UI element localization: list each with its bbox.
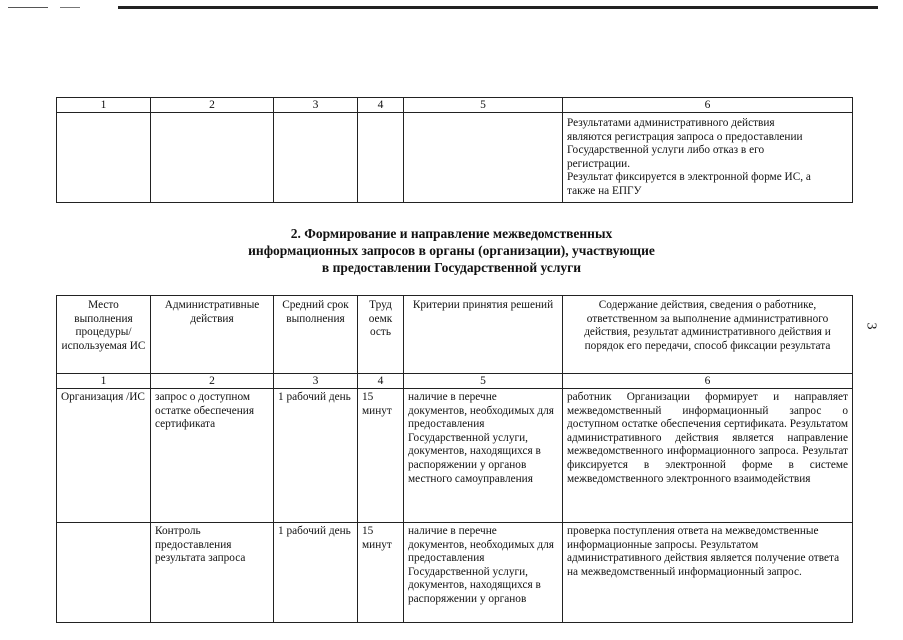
section-title-line: в предоставлении Государственной услуги <box>321 260 582 275</box>
table-row <box>57 113 853 203</box>
table-cell <box>358 113 404 203</box>
col-number: 4 <box>358 374 404 389</box>
cell-term: 1 рабочий день <box>274 389 358 523</box>
header-place: Место выполнения процедуры/ используемая ИС <box>57 296 151 374</box>
table-continued <box>56 97 853 203</box>
page-number: 3 <box>863 322 879 330</box>
col-number: 5 <box>404 374 563 389</box>
col-number: 3 <box>274 374 358 389</box>
scan-mark <box>8 7 48 8</box>
result-line: Результат фиксируется в электронной форме ИС, а <box>567 171 811 184</box>
col-number: 2 <box>151 374 274 389</box>
col-number: 1 <box>57 374 151 389</box>
header-content: Содержание действия, сведения о работнике, ответственном за выполнение административного действия, результат административного действия и порядок его передачи, способ фиксации результата <box>563 296 853 374</box>
cell-labor: 15 минут <box>358 523 404 623</box>
col-number: 4 <box>358 98 404 113</box>
header-term: Средний срок выполнения <box>274 296 358 374</box>
col-number: 5 <box>404 98 563 113</box>
header-criteria: Критерии принятия решений <box>404 296 563 374</box>
col-number: 6 <box>563 374 853 389</box>
section-title <box>0 225 903 276</box>
cell-action: запрос о доступном остатке обеспечения сертификата <box>151 389 274 523</box>
table-number-row <box>57 374 853 389</box>
result-line: также на ЕПГУ <box>567 184 642 197</box>
cell-action: Контроль предоставления результата запроса <box>151 523 274 623</box>
header-labor: Труд оемк ость <box>358 296 404 374</box>
section-title-line: 2. Формирование и направление межведомственных <box>290 226 613 241</box>
cell-content: проверка поступления ответа на межведомственные информационные запросы. Результатом административного действия является получение ответа на межведомственный информационный запрос. <box>563 523 853 623</box>
col-number: 2 <box>151 98 274 113</box>
section-title-line: информационных запросов в органы (организации), участвующие <box>248 243 655 258</box>
result-cell <box>563 113 853 203</box>
cell-content: работник Организации формирует и направляет межведомственный информационный запрос о доступном остатке обеспечения сертификата. Результатом административного действия является направление межведомственного информационного запроса. Результат фиксируется в электронной форме в системе межведомственного электронного взаимодействия <box>563 389 853 523</box>
cell-criteria: наличие в перечне документов, необходимых для предоставления Государственной услуги, документов, находящихся в распоряжении у органов <box>404 523 563 623</box>
table-number-row <box>57 98 853 113</box>
cell-criteria: наличие в перечне документов, необходимых для предоставления Государственной услуги, документов, находящихся в распоряжении у органов местного самоуправления <box>404 389 563 523</box>
table-cell <box>57 113 151 203</box>
header-actions: Административные действия <box>151 296 274 374</box>
table-header-row <box>57 296 853 374</box>
cell-term: 1 рабочий день <box>274 523 358 623</box>
result-line: регистрации. <box>567 157 631 170</box>
table-cell <box>151 113 274 203</box>
cell-place: Организация /ИС <box>57 389 151 523</box>
table-cell <box>274 113 358 203</box>
result-line: Результатами административного действия <box>567 117 775 129</box>
table-cell <box>404 113 563 203</box>
col-number: 3 <box>274 98 358 113</box>
cell-labor: 15 минут <box>358 389 404 523</box>
table-row <box>57 523 853 623</box>
table-row <box>57 389 853 523</box>
cell-place <box>57 523 151 623</box>
col-number: 1 <box>57 98 151 113</box>
result-line: являются регистрация запроса о предоставлении <box>567 130 803 143</box>
procedure-table <box>56 295 853 623</box>
top-rule <box>118 6 878 9</box>
scan-mark <box>60 7 80 8</box>
result-line: Государственной услуги либо отказ в его <box>567 144 765 157</box>
col-number: 6 <box>563 98 853 113</box>
